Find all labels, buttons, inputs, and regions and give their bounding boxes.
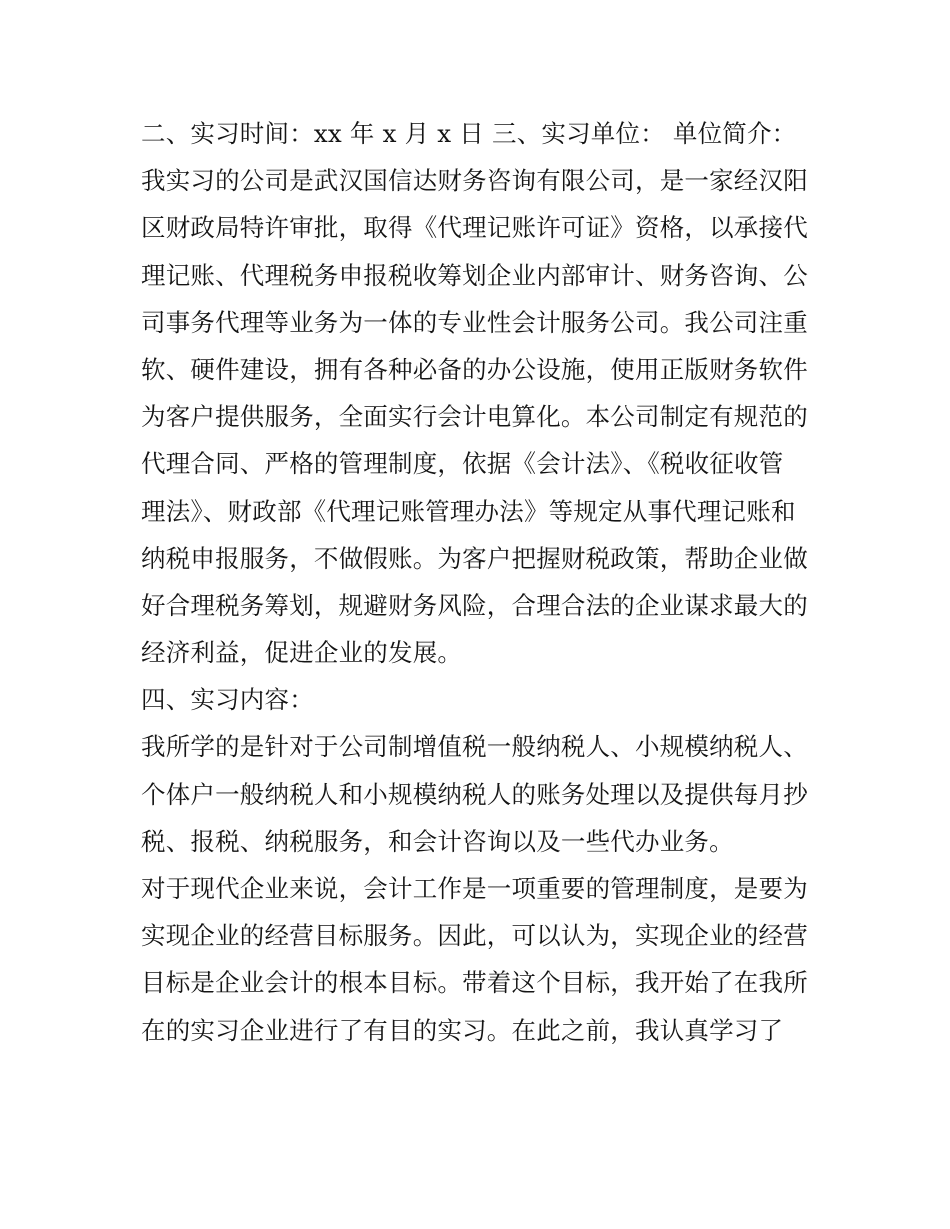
paragraph-line: 对于现代企业来说，会计工作是一项重要的管理制度，是要为	[141, 874, 808, 903]
paragraph-line: 个体户一般纳税人和小规模纳税人的账务处理以及提供每月抄	[141, 779, 808, 809]
heading-line-time-unit: 二、实习时间：xx 年 x 月 x 日 三、实习单位： 单位简介：	[141, 119, 797, 148]
paragraph-line: 理法》、财政部《代理记账管理办法》等规定从事代理记账和	[141, 496, 796, 526]
paragraph-line: 纳税申报服务，不做假账。为客户把握财税政策，帮助企业做	[141, 543, 808, 573]
paragraph-line: 理记账、代理税务申报税收筹划企业内部审计、财务咨询、公	[141, 260, 808, 290]
paragraph-line: 代理合同、严格的管理制度，依据《会计法》、《税收征收管	[141, 449, 784, 479]
paragraph-line: 在的实习企业进行了有目的实习。在此之前，我认真学习了	[141, 1015, 784, 1045]
paragraph-line: 好合理税务筹划，规避财务风险，合理合法的企业谋求最大的	[141, 590, 808, 620]
paragraph-line: 区财政局特许审批，取得《代理记账许可证》资格，以承接代	[141, 213, 808, 243]
paragraph-line: 司事务代理等业务为一体的专业性会计服务公司。我公司注重	[141, 307, 808, 337]
paragraph-line: 我所学的是针对于公司制增值税一般纳税人、小规模纳税人、	[141, 732, 808, 762]
paragraph-line: 经济利益，促进企业的发展。	[141, 638, 463, 668]
section-heading-content: 四、实习内容：	[141, 685, 314, 715]
paragraph-line: 我实习的公司是武汉国信达财务咨询有限公司，是一家经汉阳	[141, 166, 808, 196]
paragraph-line: 税、报税、纳税服务，和会计咨询以及一些代办业务。	[141, 826, 734, 856]
paragraph-line: 实现企业的经营目标服务。因此，可以认为，实现企业的经营	[141, 921, 808, 951]
paragraph-line: 目标是企业会计的根本目标。带着这个目标，我开始了在我所	[141, 968, 808, 998]
document-body	[141, 110, 813, 1054]
paragraph-line: 软、硬件建设，拥有各种必备的办公设施，使用正版财务软件	[141, 354, 808, 384]
paragraph-line: 为客户提供服务，全面实行会计电算化。本公司制定有规范的	[141, 402, 808, 432]
